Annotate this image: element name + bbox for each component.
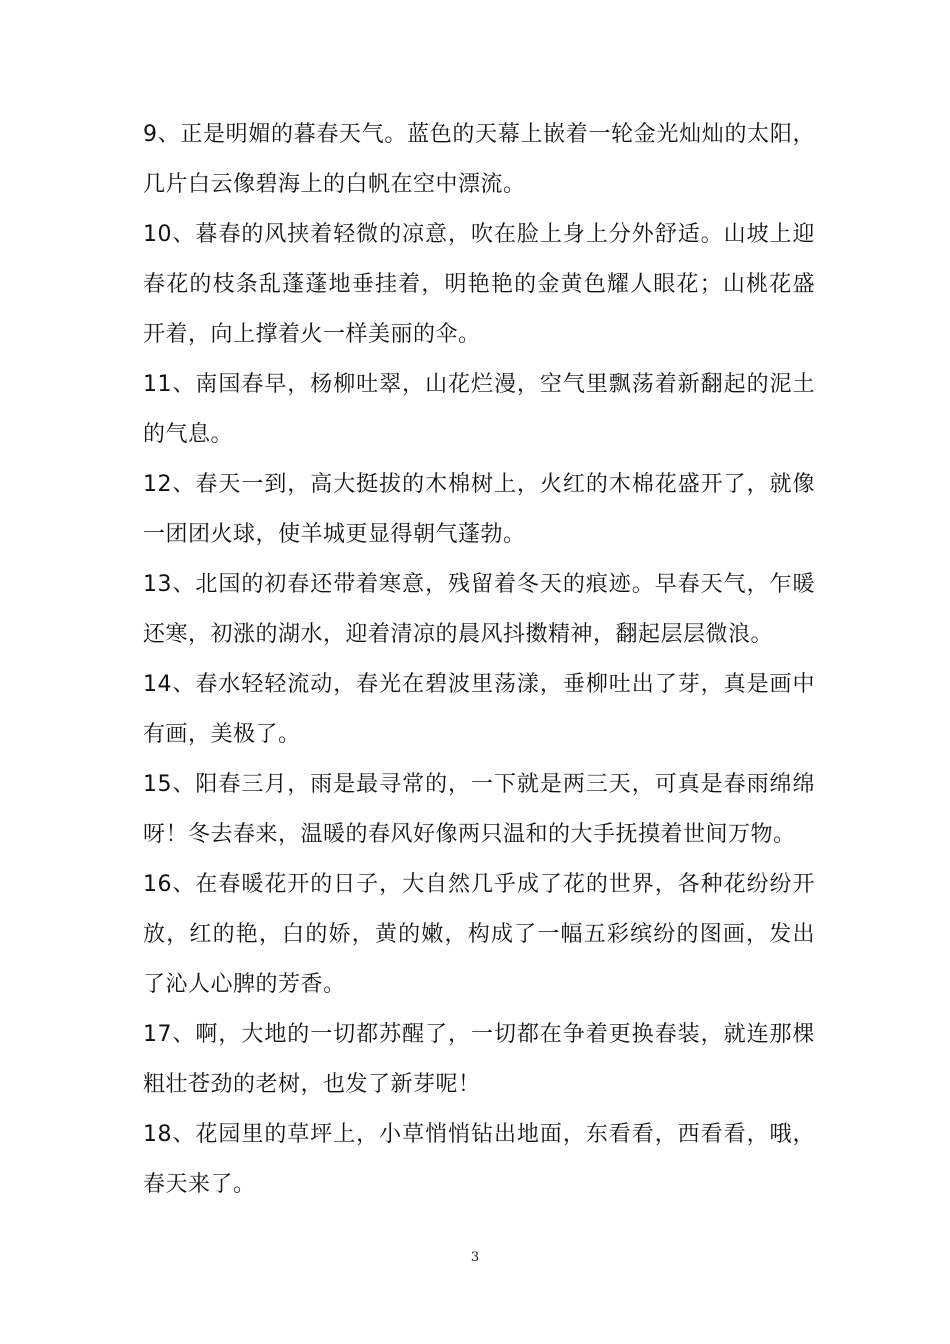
paragraph-9: 9、正是明媚的暮春天气。蓝色的天幕上嵌着一轮金光灿灿的太阳，几片白云像碧海上的白帆在空中漂流。 [143, 122, 815, 197]
paragraph-15: 15、阳春三月，雨是最寻常的，一下就是两三天，可真是春雨绵绵呀！冬去春来，温暖的春风好像两只温和的大手抚摸着世间万物。 [143, 772, 815, 847]
paragraph-14: 14、春水轻轻流动，春光在碧波里荡漾，垂柳吐出了芽，真是画中有画，美极了。 [143, 672, 815, 747]
document-body [143, 110, 815, 1210]
paragraph-16: 16、在春暖花开的日子，大自然几乎成了花的世界，各种花纷纷开放，红的艳，白的娇，黄的嫩，构成了一幅五彩缤纷的图画，发出了沁人心脾的芳香。 [143, 872, 815, 997]
paragraph-18: 18、花园里的草坪上，小草悄悄钻出地面，东看看，西看看，哦，春天来了。 [143, 1122, 815, 1197]
paragraph-13: 13、北国的初春还带着寒意，残留着冬天的痕迹。早春天气，乍暖还寒，初涨的湖水，迎着清凉的晨风抖擞精神，翻起层层微浪。 [143, 572, 815, 647]
paragraph-10: 10、暮春的风挟着轻微的凉意，吹在脸上身上分外舒适。山坡上迎春花的枝条乱蓬蓬地垂挂着，明艳艳的金黄色耀人眼花；山桃花盛开着，向上撑着火一样美丽的伞。 [143, 222, 815, 347]
paragraph-11: 11、南国春早，杨柳吐翠，山花烂漫，空气里飘荡着新翻起的泥土的气息。 [143, 372, 815, 447]
paragraph-12: 12、春天一到，高大挺拔的木棉树上，火红的木棉花盛开了，就像一团团火球，使羊城更显得朝气蓬勃。 [143, 472, 815, 547]
page-number: 3 [470, 1250, 480, 1265]
paragraph-17: 17、啊，大地的一切都苏醒了，一切都在争着更换春装，就连那棵粗壮苍劲的老树，也发了新芽呢！ [143, 1022, 815, 1097]
